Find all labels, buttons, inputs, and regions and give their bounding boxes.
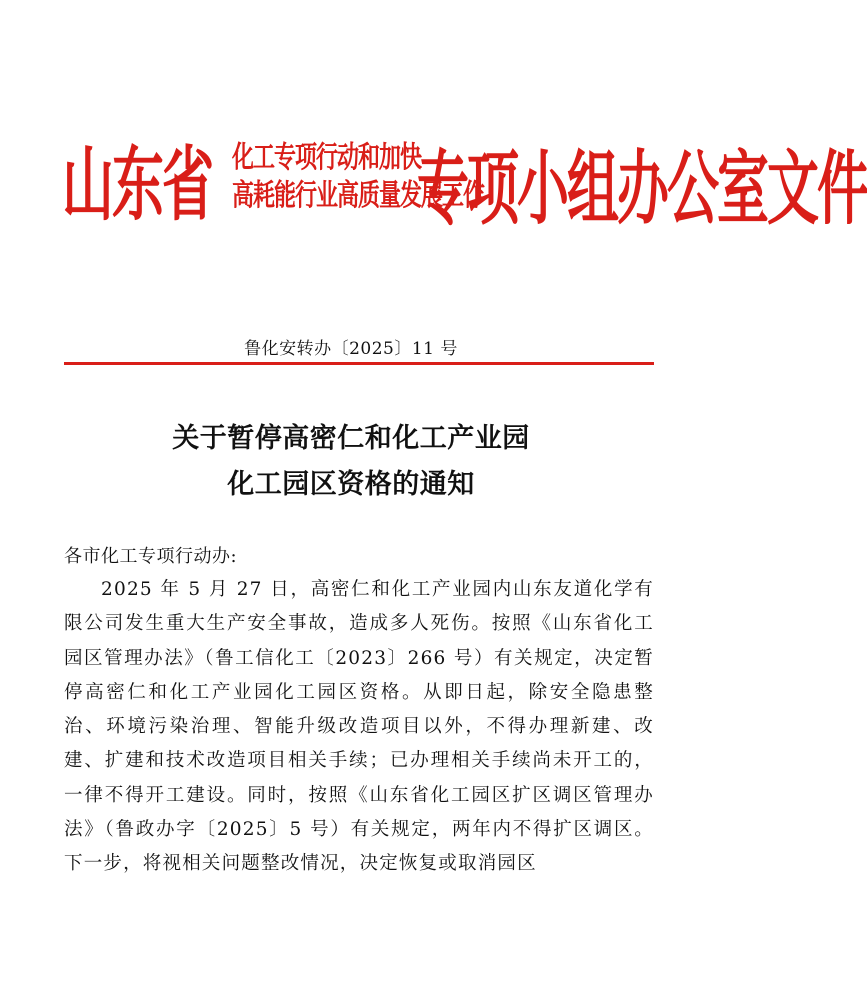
document-number: 鲁化安转办〔2025〕11 号 <box>244 339 458 359</box>
body-paragraph: 2025 年 5 月 27 日，高密仁和化工产业园内山东友道化学有限公司发生重大生产安全事故，造成多人死伤。按照《山东省化工园区管理办法》（鲁工信化工〔2023〕266 号）有关规定，决定暂停高密仁和化工产业园化工园区资格。从即日起，除安全隐患整治、环境污染治理、智能升级改造项目以外，不得办理新建、改建、扩建和技术改造项目相关手续；已办理相关手续尚未开工的，一律不得开工建设。同时，按照《山东省化工园区扩区调区管理办法》（鲁政办字〔2025〕5 号）有关规定，两年内不得扩区调区。下一步，将视相关问题整改情况，决定恢复或取消园区 <box>64 579 654 875</box>
red-divider <box>64 362 654 365</box>
header-middle-line2: 高耗能行业高质量发展工作 <box>232 179 485 214</box>
header-middle-line1: 化工专项行动和加快 <box>232 141 422 176</box>
title-line1: 关于暂停高密仁和化工产业园 <box>172 423 530 454</box>
header-right: 专项小组办公室文件 <box>417 143 867 237</box>
salutation: 各市化工专项行动办: <box>64 546 238 567</box>
header-left: 山东省 <box>62 139 213 233</box>
document-header <box>62 139 867 240</box>
title-line2: 化工园区资格的通知 <box>227 469 475 500</box>
